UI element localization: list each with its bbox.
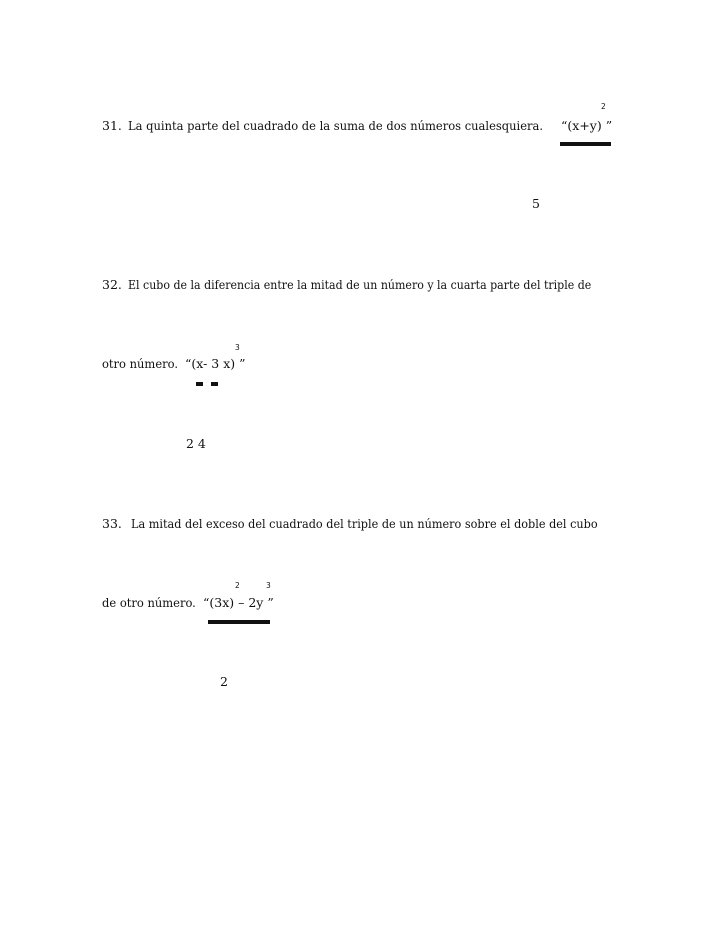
problem-33-number: 33. <box>102 516 122 531</box>
problem-31-denominator: 5 <box>532 196 540 211</box>
problem-32-text-line1: El cubo de la diferencia entre la mitad de un número y la cuarta parte del triple de <box>128 277 592 292</box>
problem-32-expression: “(x- 3 x) ” <box>185 356 246 371</box>
problem-33-denominator: 2 <box>220 674 228 689</box>
problem-33-text-line2: de otro número. <box>102 595 196 610</box>
problem-31-exponent: 2 <box>601 102 606 111</box>
problem-31-number: 31. <box>102 118 122 133</box>
problem-33-exponent-b: 3 <box>266 581 271 590</box>
problem-33-expression: “(3x) – 2y ” <box>203 595 274 610</box>
problem-31-text: La quinta parte del cuadrado de la suma de dos números cualesquiera. <box>128 118 544 133</box>
problem-32-number: 32. <box>102 277 122 292</box>
problem-32-fraction-bar-2 <box>211 382 218 386</box>
problem-31-expression: “(x+y) ” <box>561 118 613 133</box>
problem-32-denominators: 2 4 <box>186 436 206 451</box>
problem-33-fraction-bar <box>208 620 270 624</box>
problem-33-text-line1: La mitad del exceso del cuadrado del triple de un número sobre el doble del cubo <box>131 516 598 531</box>
problem-32-fraction-bar-1 <box>196 382 203 386</box>
problem-32-exponent: 3 <box>235 343 240 352</box>
problem-32-text-line2: otro número. <box>102 356 179 371</box>
problem-33-exponent-a: 2 <box>235 581 240 590</box>
problem-31-fraction-bar <box>560 142 611 146</box>
